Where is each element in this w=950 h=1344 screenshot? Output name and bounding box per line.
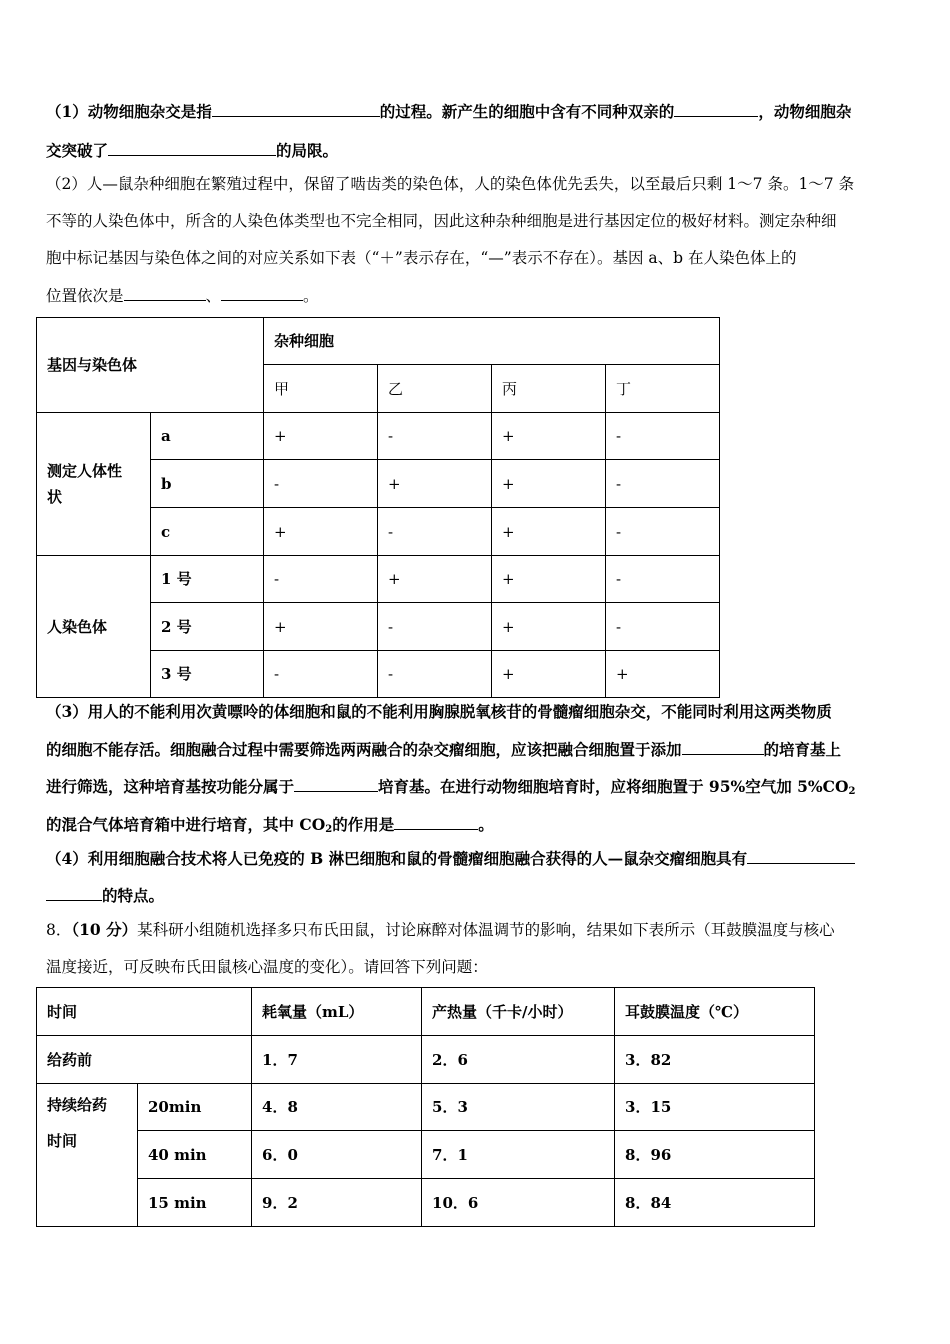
q1-text: 交突破了 (46, 141, 109, 160)
table-cell: - (264, 460, 378, 508)
table-cell: + (492, 413, 606, 460)
table-cell: - (264, 651, 378, 698)
column-header: 乙 (378, 365, 492, 413)
subscript: 2 (325, 824, 333, 835)
table-cell: + (264, 603, 378, 651)
q3-text: 的作用是 (332, 815, 395, 834)
answer-blank[interactable] (682, 739, 764, 755)
column-header: 耗氧量（mL） (252, 988, 422, 1036)
table-cell: - (378, 508, 492, 556)
table-cell: - (606, 460, 720, 508)
row-label: 3 号 (151, 651, 264, 698)
table-row (37, 1036, 815, 1084)
column-header: 时间 (37, 988, 252, 1036)
hybrid-cell-header: 杂种细胞 (264, 318, 720, 365)
q1-line-1 (46, 101, 906, 122)
table-row (37, 1131, 815, 1179)
q2-text: 、 (205, 287, 222, 305)
column-header: 丁 (606, 365, 720, 413)
q3-line-3 (46, 776, 906, 797)
column-header: 耳鼓膜温度（℃） (615, 988, 815, 1036)
table-cell: - (378, 603, 492, 651)
row-label: 15 min (138, 1179, 252, 1227)
q8-line-1 (46, 920, 906, 940)
q3-line-4 (46, 814, 906, 835)
table-row (37, 1084, 815, 1131)
table-cell: 9．2 (252, 1179, 422, 1227)
table-cell: + (378, 460, 492, 508)
q1-text: （1）动物细胞杂交是指 (46, 102, 212, 121)
q2-line-3: 胞中标记基因与染色体之间的对应关系如下表（“＋”表示存在，“—”表示不存在）。基因 a、b 在人染色体上的 (46, 249, 797, 267)
table-cell: 4．8 (252, 1084, 422, 1131)
table-cell: 8．84 (615, 1179, 815, 1227)
row-group-label-line: 时间 (47, 1132, 78, 1150)
anesthesia-data-table (36, 987, 815, 1227)
table-cell: + (264, 508, 378, 556)
q2-text: 位置依次是 (46, 287, 124, 305)
table-corner-header: 基因与染色体 (37, 318, 264, 413)
q3-text: 培育基。在进行动物细胞培育时，应将细胞置于 95%空气加 5%CO (378, 777, 849, 796)
q3-line-1: （3）用人的不能利用次黄嘌呤的体细胞和鼠的不能利用胸腺脱氧核苷的骨髓瘤细胞杂交，不能同时利用这两类物质 (46, 702, 832, 721)
table-cell: 2．6 (422, 1036, 615, 1084)
table-cell: - (378, 413, 492, 460)
row-label: 20min (138, 1084, 252, 1131)
table-cell: 8．96 (615, 1131, 815, 1179)
q3-text: 进行筛选，这种培育基按功能分属于 (46, 777, 295, 796)
answer-blank[interactable] (212, 101, 380, 117)
table-cell: 7．1 (422, 1131, 615, 1179)
table-cell: + (492, 603, 606, 651)
table-cell: 10．6 (422, 1179, 615, 1227)
table-cell: + (264, 413, 378, 460)
q4-line-1 (46, 848, 906, 869)
q2-text: 。 (303, 287, 319, 305)
q1-text: 的局限。 (276, 141, 339, 160)
q8-text: 某科研小组随机选择多只布氏田鼠，讨论麻醉对体温调节的影响，结果如下表所示（耳鼓膜温度与核心 (137, 921, 835, 939)
answer-blank[interactable] (674, 101, 758, 117)
row-label: 给药前 (37, 1036, 252, 1084)
answer-blank[interactable] (124, 285, 206, 301)
row-group-label-line: 状 (47, 488, 63, 506)
row-label: 1 号 (151, 556, 264, 603)
gene-chromosome-table (36, 317, 720, 698)
table-cell: + (378, 556, 492, 603)
column-header: 丙 (492, 365, 606, 413)
q3-text: 的培育基上 (763, 740, 842, 759)
table-cell: + (492, 651, 606, 698)
q3-text: 。 (478, 815, 494, 834)
row-label: 2 号 (151, 603, 264, 651)
row-group-label-line: 测定人体性 (47, 462, 123, 480)
q1-line-2 (46, 140, 906, 161)
answer-blank[interactable] (108, 140, 276, 156)
answer-blank[interactable] (747, 848, 855, 864)
q2-line-1: （2）人—鼠杂种细胞在繁殖过程中，保留了啮齿类的染色体，人的染色体优先丢失，以至最后只剩 1～7 条。1～7 条 (46, 175, 855, 193)
row-group-label (37, 413, 151, 556)
answer-blank[interactable] (394, 814, 478, 830)
table-cell: - (264, 556, 378, 603)
row-group-label (37, 1084, 138, 1227)
q1-text: 的过程。新产生的细胞中含有不同种双亲的 (379, 102, 675, 121)
table-cell: 3．82 (615, 1036, 815, 1084)
table-cell: + (492, 556, 606, 603)
row-label: 40 min (138, 1131, 252, 1179)
q2-line-2: 不等的人染色体中，所含的人染色体类型也不完全相同，因此这种杂种细胞是进行基因定位的极好材料。测定杂种细 (46, 212, 837, 230)
q4-line-2 (46, 885, 906, 906)
row-label: c (151, 508, 264, 556)
question-score: （10 分） (71, 920, 138, 939)
table-cell: 5．3 (422, 1084, 615, 1131)
answer-blank[interactable] (221, 285, 303, 301)
table-cell: 1．7 (252, 1036, 422, 1084)
table-row (37, 556, 720, 603)
table-cell: 6．0 (252, 1131, 422, 1179)
q8-line-2: 温度接近，可反映布氏田鼠核心温度的变化）。请回答下列问题： (46, 958, 488, 976)
table-cell: - (606, 556, 720, 603)
q3-text: 的细胞不能存活。细胞融合过程中需要筛选两两融合的杂交瘤细胞，应该把融合细胞置于添加 (46, 740, 682, 759)
q4-text: 的特点。 (102, 886, 165, 905)
row-label: b (151, 460, 264, 508)
subscript: 2 (848, 786, 856, 797)
table-row (37, 1179, 815, 1227)
q2-line-4 (46, 285, 906, 306)
table-cell: + (492, 460, 606, 508)
answer-blank[interactable] (46, 885, 102, 901)
table-cell: 3．15 (615, 1084, 815, 1131)
row-group-label: 人染色体 (37, 556, 151, 698)
table-row (37, 413, 720, 460)
q3-text: 的混合气体培育箱中进行培育，其中 CO (46, 815, 326, 834)
table-cell: + (606, 651, 720, 698)
answer-blank[interactable] (294, 776, 378, 792)
table-cell: - (378, 651, 492, 698)
question-number: 8． (46, 921, 72, 939)
table-cell: - (606, 413, 720, 460)
row-group-label-line: 持续给药 (47, 1096, 108, 1114)
table-cell: - (606, 603, 720, 651)
row-label: a (151, 413, 264, 460)
table-header-row (37, 988, 815, 1036)
q1-text: ，动物细胞杂 (758, 102, 852, 121)
q3-line-2 (46, 739, 906, 760)
column-header: 甲 (264, 365, 378, 413)
table-cell: + (492, 508, 606, 556)
table-cell: - (606, 508, 720, 556)
column-header: 产热量（千卡/小时） (422, 988, 615, 1036)
q4-text: （4）利用细胞融合技术将人已免疫的 B 淋巴细胞和鼠的骨髓瘤细胞融合获得的人—鼠杂交瘤细胞具有 (46, 849, 748, 868)
